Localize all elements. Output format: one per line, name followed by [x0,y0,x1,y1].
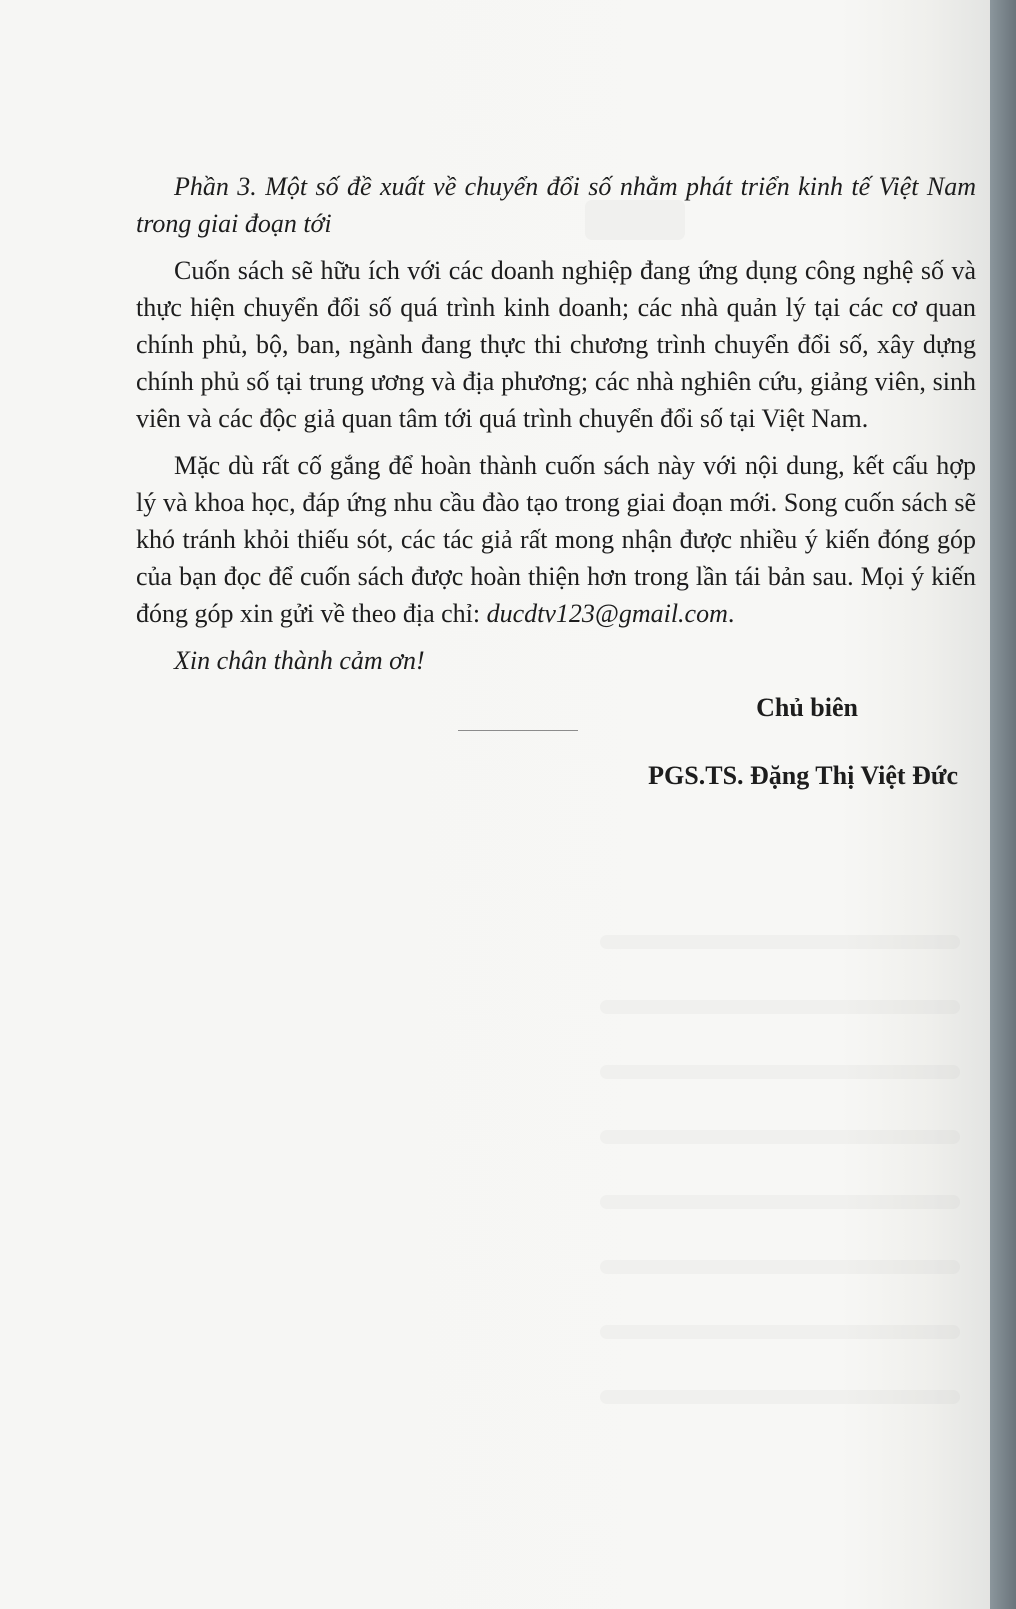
page-content [136,168,976,794]
part-heading: Phần 3. Một số đề xuất về chuyển đổi số nhằm phát triển kinh tế Việt Nam trong giai đoạn tới [136,172,976,238]
thanks-line: Xin chân thành cảm ơn! [174,646,425,675]
signature-name: PGS.TS. Đặng Thị Việt Đức [648,761,958,790]
paragraph-feedback [136,447,976,632]
divider-line [458,730,578,731]
paragraph-usefulness: Cuốn sách sẽ hữu ích với các doanh nghiệp đang ứng dụng công nghệ số và thực hiện chuyển đổi số quá trình kinh doanh; các nhà quản lý tại các cơ quan chính phủ, bộ, ban, ngành đang thực thi chương trình chuyển đổi số, xây dựng chính phủ số tại trung ương và địa phương; các nhà nghiên cứu, giảng viên, sinh viên và các độc giả quan tâm tới quá trình chuyển đổi số tại Việt Nam. [136,256,976,433]
email-period: . [727,599,735,628]
contact-email: ducdtv123@gmail.com [486,599,728,628]
signature-role: Chủ biên [756,693,858,722]
page-edge-shadow [990,0,1016,1609]
feedback-text: Mặc dù rất cố gắng để hoàn thành cuốn sách này với nội dung, kết cấu hợp lý và khoa học, đáp ứng nhu cầu đào tạo trong giai đoạn mới. Song cuốn sách sẽ khó tránh khỏi thiếu sót, các tác giả rất mong nhận được nhiều ý kiến đóng góp của bạn đọc để cuốn sách được hoàn thiện hơn trong lần tái bản sau. Mọi ý kiến đóng góp xin gửi về theo địa chỉ: [136,451,976,628]
